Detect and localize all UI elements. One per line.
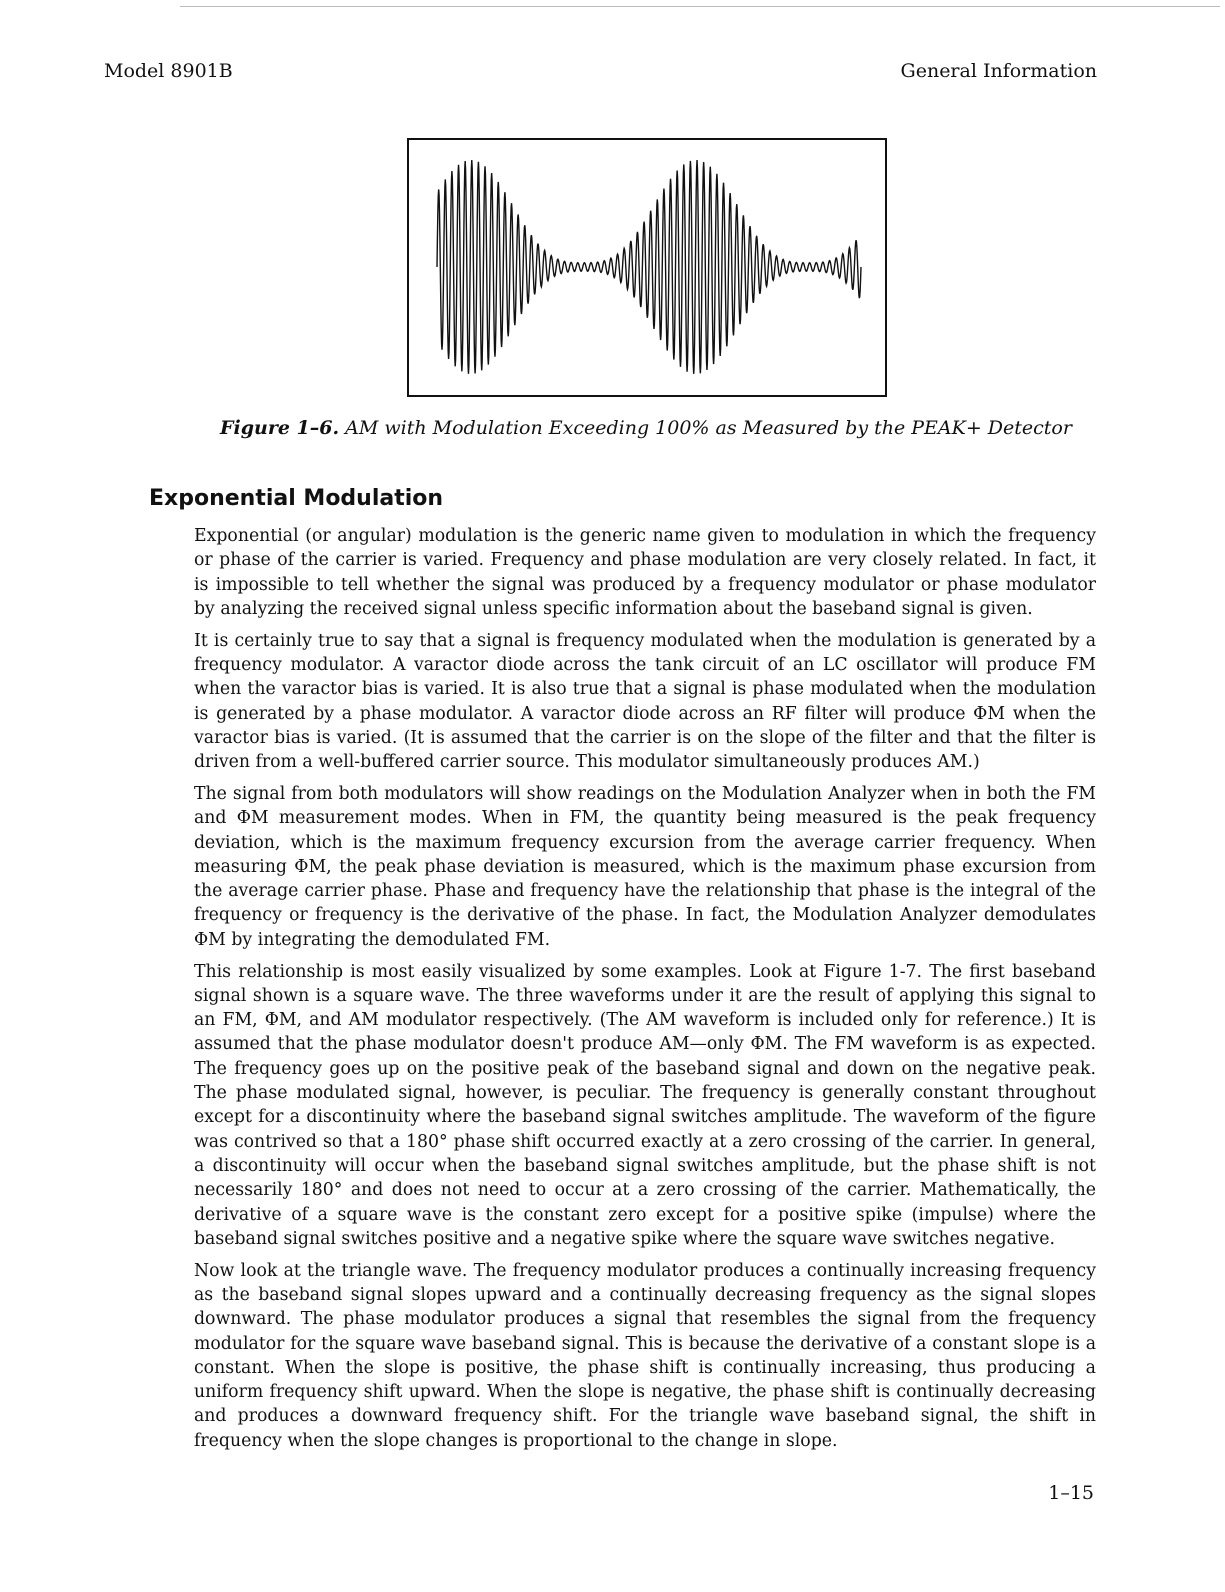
page-number: 1–15 xyxy=(1048,1482,1094,1504)
section-body xyxy=(194,524,1096,1460)
paragraph: This relationship is most easily visualized by some examples. Look at Figure 1-7. The first baseband signal shown is a square wave. The three waveforms under it are the result of applying this signal to an FM, ΦM, and AM modulator respectively. (The AM waveform is included only for reference.) It is assumed that the phase modulator doesn't produce AM—only ΦM. The FM waveform is as expected. The frequency goes up on the positive peak of the baseband signal and down on the negative peak. The phase modulated signal, however, is peculiar. The frequency is generally constant throughout except for a discontinuity where the baseband signal switches amplitude. The waveform of the figure was contrived so that a 180° phase shift occurred exactly at a zero crossing of the carrier. In general, a discontinuity will occur when the baseband signal switches amplitude, but the phase shift is not necessarily 180° and does not need to occur at a zero crossing of the carrier. Mathematically, the derivative of a square wave is the constant zero except for a positive spike (impulse) where the baseband signal switches positive and a negative spike where the square wave switches negative. xyxy=(194,961,1096,1249)
section-title: Exponential Modulation xyxy=(149,486,444,511)
top-rule xyxy=(180,6,1220,7)
am-waveform-trace xyxy=(437,160,861,374)
paragraph: It is certainly true to say that a signal is frequency modulated when the modulation is generated by a frequency modulator. A varactor diode across the tank circuit of an LC oscillator will produce FM when the varactor bias is varied. It is also true that a signal is phase modulated when the modulation is generated by a phase modulator. A varactor diode across an RF filter will produce ΦM when the varactor bias is varied. (It is assumed that the carrier is on the slope of the filter and that the filter is driven from a well-buffered carrier source. This modulator simultaneously produces AM.) xyxy=(194,630,1096,773)
figure-caption-text: AM with Modulation Exceeding 100% as Measured by the PEAK+ Detector xyxy=(345,417,1072,439)
running-header-model: Model 8901B xyxy=(104,60,233,82)
figure-1-6-frame xyxy=(407,138,887,397)
figure-caption xyxy=(150,417,1142,439)
figure-number: Figure 1–6. xyxy=(220,417,340,439)
paragraph: Exponential (or angular) modulation is the generic name given to modulation in which the frequency or phase of the carrier is varied. Frequency and phase modulation are very closely related. In fact, it is impossible to tell whether the signal was produced by a frequency modulator or phase modulator by analyzing the received signal unless specific information about the baseband signal is given. xyxy=(194,526,1096,619)
am-waveform xyxy=(409,140,885,395)
paragraph: The signal from both modulators will show readings on the Modulation Analyzer when in both the FM and ΦM measurement modes. When in FM, the quantity being measured is the peak frequency deviation, which is the maximum frequency excursion from the average carrier frequency. When measuring ΦM, the peak phase deviation is measured, which is the maximum phase excursion from the average carrier phase. Phase and frequency have the relationship that phase is the integral of the frequency or frequency is the derivative of the phase. In fact, the Modulation Analyzer demodulates ΦM by integrating the demodulated FM. xyxy=(194,783,1096,950)
running-header-section: General Information xyxy=(900,60,1097,82)
paragraph: Now look at the triangle wave. The frequency modulator produces a continually increasing frequency as the baseband signal slopes upward and a continually decreasing frequency as the signal slopes downward. The phase modulator produces a signal that resembles the signal from the frequency modulator for the square wave baseband signal. This is because the derivative of a constant slope is a constant. When the slope is positive, the phase shift is continually increasing, thus producing a uniform frequency shift upward. When the slope is negative, the phase shift is continually decreasing and produces a downward frequency shift. For the triangle wave baseband signal, the shift in frequency when the slope changes is proportional to the change in slope. xyxy=(194,1260,1096,1451)
